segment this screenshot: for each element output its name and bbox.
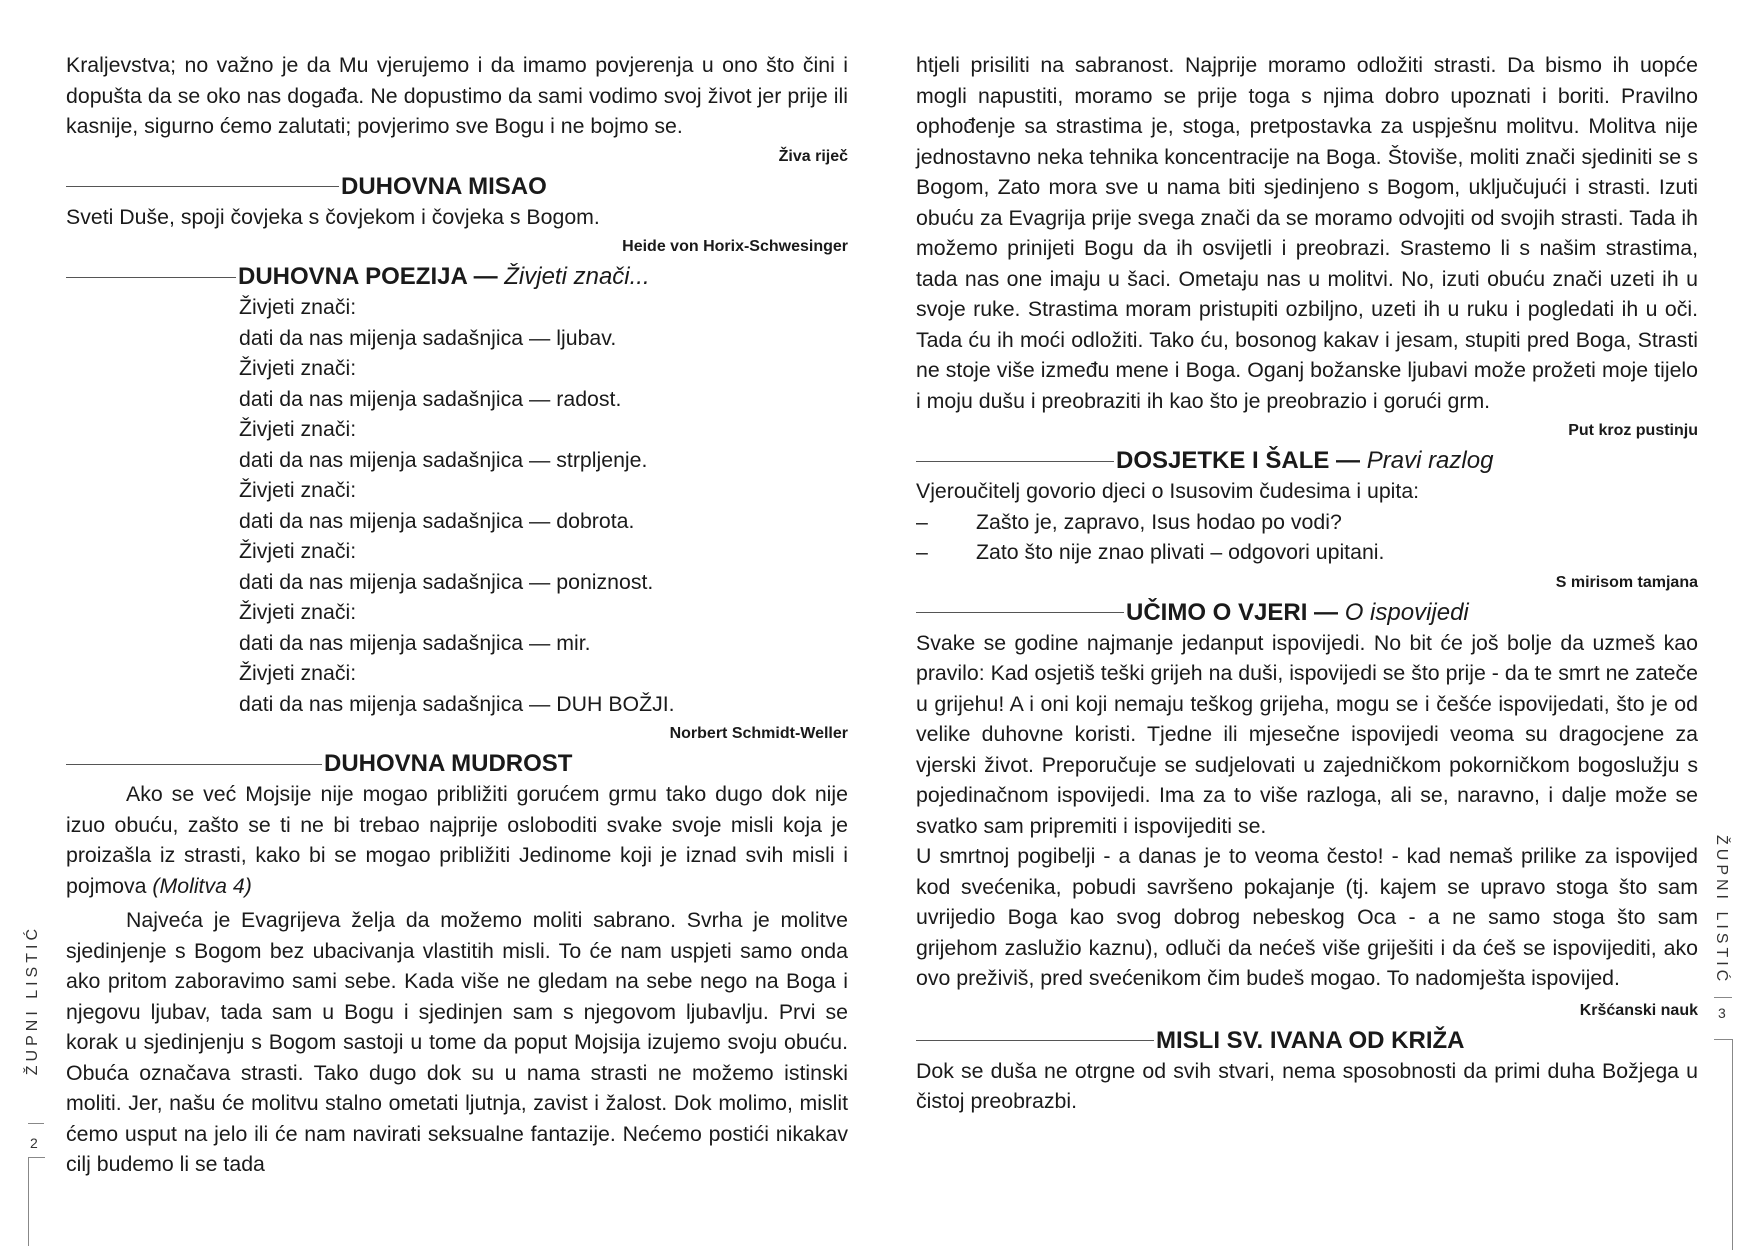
section-heading-duhovna-mudrost	[66, 749, 848, 779]
section-title: DUHOVNA MISAO	[341, 172, 547, 200]
misao-text: Sveti Duše, spoji čovjeka s čovjekom i čovjeka s Bogom.	[66, 204, 600, 229]
heading-rule	[916, 612, 1124, 613]
poem-line: Živjeti znači:	[239, 539, 357, 563]
page-label: ŽUPNI LISTIĆ	[1713, 835, 1730, 986]
joke-question	[916, 507, 1698, 538]
poem-line: dati da nas mijenja sadašnjica — mir.	[239, 630, 591, 655]
poem-line: Živjeti znači:	[239, 600, 357, 624]
section-title: DUHOVNA MUDROST	[324, 750, 573, 777]
vjera-paragraph-1: Svake se godine najmanje jedanput ispovijedi. No bit će još bolje da uzmeš kao pravilo: Kad osjetiš teški grijeh na duši, ispovijedi se što prije - da te smrt ne zateče u grijehu! A i oni koji nemaju teškog grijeha, mogu se i češće ispovijedati, što je od velike duhovne koristi. Tjedne ili mjesečne ispovijedi veoma su dragocjene za vjerski život. Preporučuje se sudjelovati u zajedničkom pokorničkom bogoslužju s pojedinačnom ispovijedi. Ima za to više razloga, ali se, naravno, i dalje može se svatko sam pripremiti i ispovijediti se.	[916, 630, 1698, 838]
heading-rule	[66, 277, 236, 278]
heading-rule	[916, 461, 1114, 462]
vjera-paragraph-2: U smrtnoj pogibelji - a danas je to veoma često! - kad nemaš prilike za ispovijed kod svećenika, pobudi savršeno pokajanje (tj. kajem se upravo stoga što sam uvrijedio Boga kao svog dobrog nebeskog Oca - a ne samo stoga što sam grijehom zaslužio kaznu), odluči da nećeš više griješiti i da ćeš se ispovijediti, ako ovo preživiš, pred svećenikom čim budeš mogao. To nadomješta ispovijed.	[916, 844, 1698, 990]
poem	[239, 292, 848, 719]
section-title: UČIMO O VJERI — O ispovijedi	[1126, 598, 1469, 626]
page-tab-right	[1712, 835, 1736, 1255]
page-number: 2	[30, 1135, 38, 1151]
poem-line: dati da nas mijenja sadašnjica — poniznost.	[239, 569, 654, 594]
poem-line: Živjeti znači:	[239, 478, 357, 502]
page-number: 3	[1718, 1005, 1726, 1021]
source-credit: Heide von Horix-Schwesinger	[622, 238, 848, 255]
section-title: DOSJETKE I ŠALE — Pravi razlog	[1116, 447, 1494, 474]
ivan-text: Dok se duša ne otrgne od svih stvari, nema sposobnosti da primi duha Božjega u čistoj preobrazbi.	[916, 1058, 1698, 1113]
section-heading-duhovna-misao	[66, 172, 848, 202]
section-heading-misli-sv-ivana	[916, 1026, 1698, 1056]
poem-line: dati da nas mijenja sadašnjica — radost.	[239, 386, 622, 411]
tab-bracket	[1714, 1039, 1733, 1250]
tab-divider	[1714, 997, 1732, 998]
joke-intro: Vjeroučitelj govorio djeci o Isusovim čudesima i upita:	[916, 479, 1420, 503]
source-credit: Norbert Schmidt-Weller	[669, 725, 848, 742]
joke-answer-text: Zato što nije znao plivati – odgovori upitani.	[976, 540, 1385, 564]
source-credit: Živa riječ	[778, 147, 848, 165]
left-page	[66, 50, 848, 1180]
poem-line: Živjeti znači:	[239, 417, 357, 441]
section-heading-ucimo-o-vjeri	[916, 598, 1698, 628]
heading-rule	[66, 764, 322, 765]
heading-rule	[66, 186, 339, 187]
page-tab-left	[24, 925, 48, 1245]
section-heading-dosjetke	[916, 446, 1698, 476]
section-heading-duhovna-poezija	[66, 262, 848, 292]
poem-line: Živjeti znači:	[239, 661, 357, 685]
source-credit: Put kroz pustinju	[1568, 422, 1698, 439]
mudrost-paragraph-1: Ako se već Mojsije nije mogao približiti gorućem grmu tako dugo dok nije izuo obuću, zašto se ti ne bi trebao najprije osloboditi svake svoje misli koja je proizašla iz strasti, kako bi se mogao približiti Jedinome koji je iznad svih misli i pojmova (Molitva 4)	[66, 782, 848, 898]
mudrost-paragraph-2: Najveća je Evagrijeva želja da možemo moliti sabrano. Svrha je molitve sjedinjenje s Bogom bez ubacivanja vlastitih misli. To će nam uspjeti samo onda ako pritom zaboravimo sami sebe. Kada više ne gledam na sebe nego na Boga i njegovu ljubav, tada sam u Bogu i sjedinjen sam s njegovom ljubavlju. Prvi se korak u sjedinjenju s Bogom sastoji u tome da poput Mojsija izujemo svoju obuću. Obuća označava strasti. Tako dugo dok su u nama strasti ne možemo istinski moliti. Jer, našu će molitvu stalno ometati ljutnja, zavist i žalost. Dok molimo, mislit ćemo usput na jelo ili će nam navirati seksualne fantazije. Nećemo postići nikakav cilj budemo li se tada	[66, 908, 848, 1176]
joke-answer	[916, 537, 1698, 568]
section-title: DUHOVNA POEZIJA — Živjeti znači...	[238, 263, 650, 290]
dash-bullet: –	[916, 540, 928, 564]
page-label: ŽUPNI LISTIĆ	[24, 925, 41, 1076]
tab-bracket	[28, 1157, 45, 1246]
continued-paragraph: htjeli prisiliti na sabranost. Najprije moramo odložiti strasti. Da bismo ih uopće mogli napustiti, moramo se prije toga s njima dobro upoznati i boriti. Pravilno ophođenje sa strastima je, stoga, pretpostavka za uspješnu molitvu. Molitva nije jednostavno neka tehnika koncentracije na Boga. Štoviše, moliti znači sjediniti se s Bogom, Zato mora sve u nama biti sjedinjeno s Bogom, uključujući i strasti. Izuti obuću za Evagrija prije svega znači da se moramo odvojiti od svojih strasti. Tada ih možemo prinijeti Bogu da ih osvijetli i preobrazi. Srastemo li s našim strastima, tada nas one imaju u šaci. Ometaju nas u molitvi. No, izuti obuću znači uzeti ih u svoje ruke. Strastima moram pristupiti ozbiljno, uzeti ih u ruku i pogledati ih u oči. Tada ću ih moći odložiti. Tako ću, bosonog kakav i jesam, stupiti pred Boga, Strasti ne stoje više između mene i Boga. Oganj božanske ljubavi može prožeti moje tijelo i moju dušu i preobraziti ih kao što je preobrazio i gorući grm.	[916, 53, 1698, 413]
poem-line: dati da nas mijenja sadašnjica — dobrota.	[239, 508, 635, 533]
dash-bullet: –	[916, 509, 928, 534]
heading-rule	[916, 1040, 1154, 1041]
poem-line: Živjeti znači:	[239, 295, 357, 319]
poem-line: dati da nas mijenja sadašnjica — DUH BOŽJI.	[239, 691, 675, 716]
poem-line: dati da nas mijenja sadašnjica — strpljenje.	[239, 447, 648, 472]
poem-line: dati da nas mijenja sadašnjica — ljubav.	[239, 325, 617, 350]
section-title: MISLI SV. IVANA OD KRIŽA	[1156, 1026, 1465, 1054]
tab-divider	[28, 1123, 44, 1124]
joke-question-text: Zašto je, zapravo, Isus hodao po vodi?	[976, 509, 1342, 534]
poem-line: Živjeti znači:	[239, 356, 357, 380]
right-page	[916, 50, 1698, 1117]
intro-paragraph: Kraljevstva; no važno je da Mu vjerujemo i da imamo povjerenja u ono što čini i dopušta da se oko nas događa. Ne dopustimo da sami vodimo svoj život jer prije ili kasnije, sigurno ćemo zalutati; povjerimo sve Bogu i ne bojmo se.	[66, 53, 848, 138]
source-credit: Kršćanski nauk	[1579, 1001, 1698, 1019]
source-credit: S mirisom tamjana	[1555, 573, 1698, 591]
